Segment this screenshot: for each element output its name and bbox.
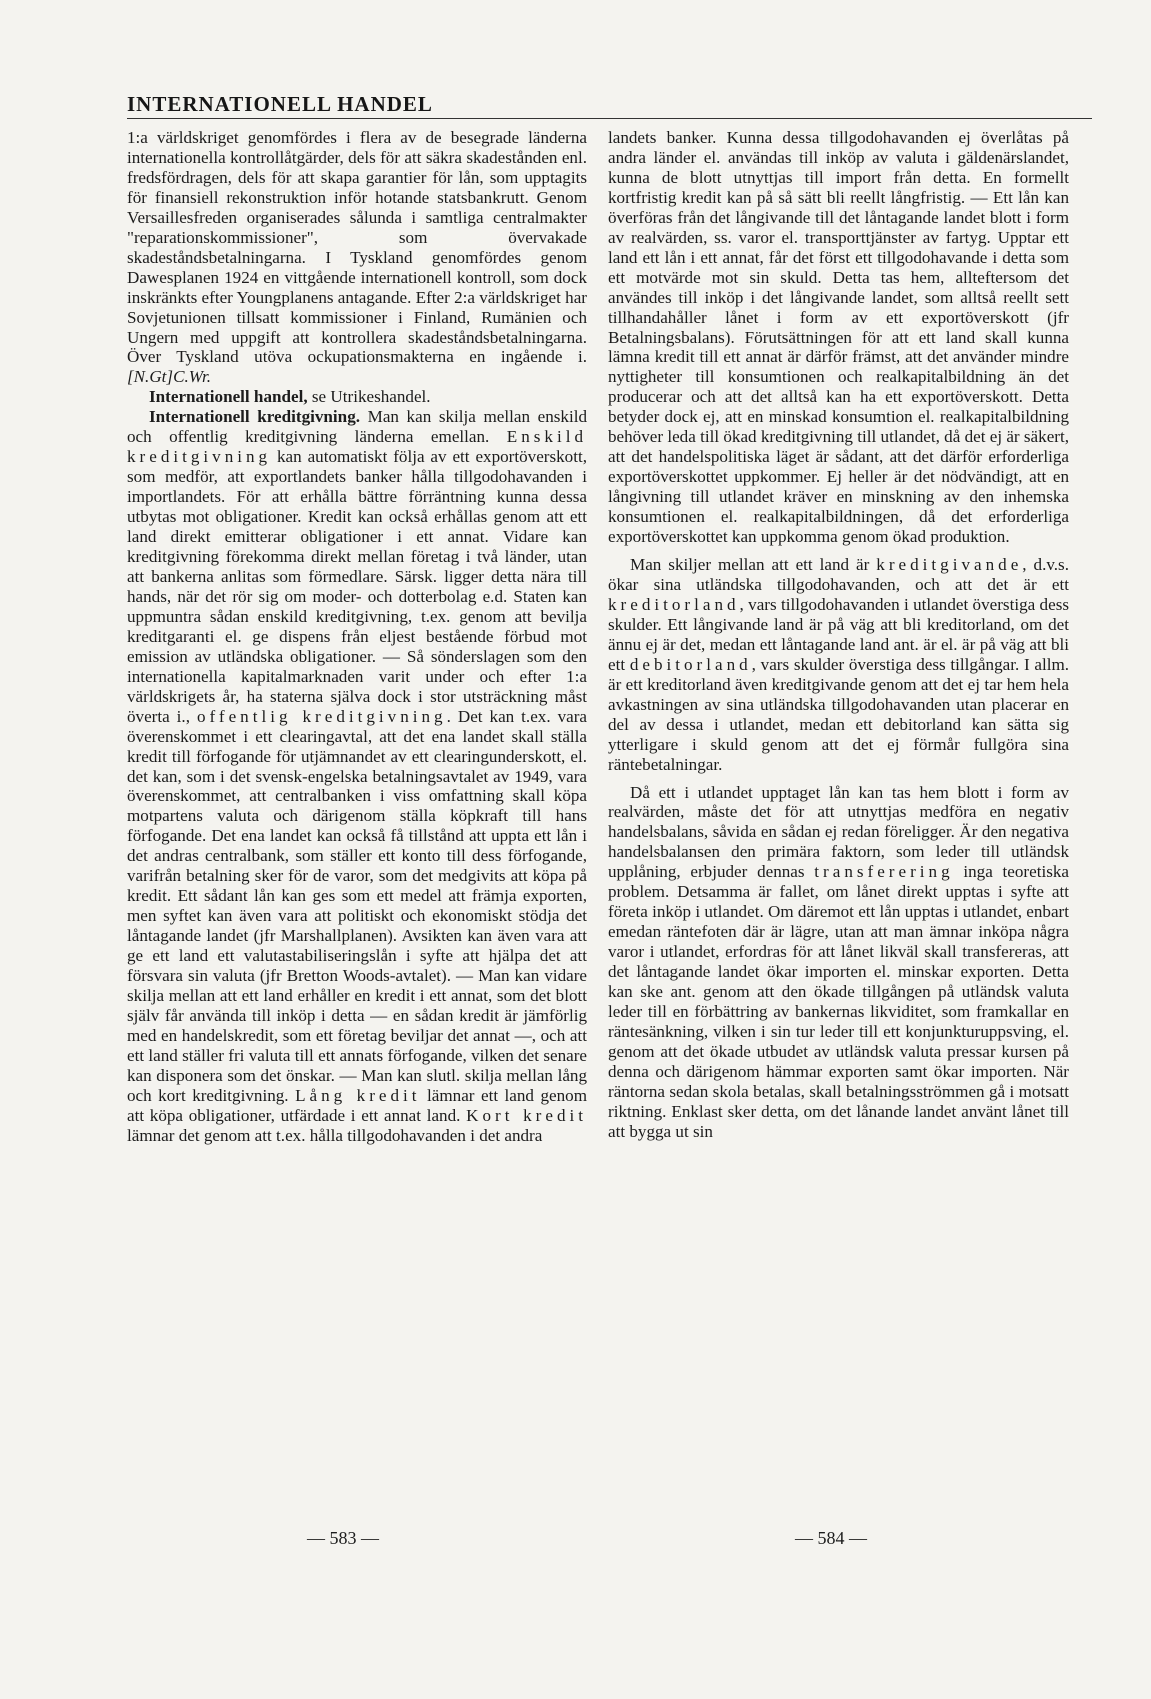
page-number-right: — 584 — (795, 1528, 867, 1548)
spaced-term: Kort kredit (466, 1105, 588, 1125)
entry-headword: Internationell handel, (149, 387, 308, 407)
author-signature: [N.Gt]C.Wr. (127, 367, 212, 387)
entry-headword: Internationell kreditgivning. (149, 407, 361, 427)
paragraph-text: , vars skulder överstiga dess tillgångar. I allm. är ett kreditorland även kreditgivande genom att det ej tar hem hela avkastningen av sina utländska tillgodohavanden utan placerar en del av dessa i utlandet, medan ett debitorland kan sätta sig ytterligare i skuld genom att det ej förmår fullgöra sina räntebetalningar. (608, 654, 1070, 774)
paragraph-continuation (127, 128, 587, 387)
paragraph-text: Man skiljer mellan att ett land är (630, 555, 877, 575)
paragraph-text: , d.v.s. ökar sina utländska tillgodohavanden, och att det är ett (608, 555, 1069, 594)
page-number-left: — 583 — (307, 1528, 379, 1548)
header-rule (127, 118, 1092, 119)
paragraph-text: Då ett i utlandet upptaget lån kan tas hem blott i form av realvärden, måste det för att utnyttjas medföra en negativ handelsbalans, såvida en sådan ej redan föreligger. Är den negativa handelsbalansen den primära faktorn, som leder till utländsk upplåning, erbjuder dennas (608, 782, 1069, 882)
entry-text: . Det kan t.ex. vara överenskommet i ett clearingavtal, att det ena landet skall ställa kredit till förfogande för utjämnandet av ett clearingunderskott, el. det kan, som i det svensk-engelska betalningsavtalet av 1949, vara överenskommet, att centralbanken i viss omfattning skall köpa motpartens valuta och därigenom ställa köpkraft till hans förfogande. Det ena landet kan också få tillstånd att uppta ett lån i det andras centralbank, som ställer ett konto till dess förfogande, varifrån betalning sker för de varor, som det medgivits att köpa på kredit. Ett sådant lån kan ges som ett medel att främja exporten, men syftet kan även vara att politiskt och ekonomiskt stödja det låntagande landet (jfr Marshallplanen). Avsikten kan även vara att ge ett land ett valutastabiliseringslån i syfte att hjälpa det att försvara sin valuta (jfr Bretton Woods-avtalet). — Man kan vidare skilja mellan att ett land erhåller en kredit i ett annat, som det blott själv får använda till inköp i detta — en sådan kredit är jämförlig med en handelskredit, som ett företag beviljar det annat —, och att ett land ställer fri valuta till ett annats förfogande, vilken det senare kan disponera som det önskar. — Man kan slutl. skilja mellan lång och kort kreditgivning. (127, 706, 587, 1105)
left-column (127, 128, 587, 1146)
entry-internationell-kreditgivning (127, 407, 587, 1145)
spaced-term: debitorland (629, 654, 752, 674)
spaced-term: kreditorland (608, 594, 740, 614)
entry-text: se Utrikeshandel. (307, 387, 431, 407)
paragraph (608, 555, 1069, 774)
entry-text: kan automatiskt följa av ett exportöverskott, som medför, att exportlandets banker hålla tillgodohavanden i importlandets. För att erhålla bättre förräntning kunna dessa utbytas mot obligationer. Kredit kan också erhållas genom att ett land direkt emitterar obligationer i ett annat. Vidare kan kreditgivning förekomma direkt mellan företag i två länder, utan att bankerna anlitas som förmedlare. Särsk. ligger detta nära till hands, när det rör sig om moder- och dotterbolag e.d. Staten kan uppmuntra sådan enskild kreditgivning, t.ex. genom att bevilja kreditgaranti el. ge dispens från eljest bestående förbud mot emission av utländska obligationer. — Så sönderslagen som den internationella kapitalmarknaden varit under och efter 1:a världskrigets år, ha staterna själva dock i stor utsträckning måst överta i., (127, 447, 587, 726)
spaced-term: kreditgivande (876, 555, 1023, 575)
entry-internationell-handel (127, 387, 587, 407)
spaced-term: Lång kredit (295, 1085, 421, 1105)
entry-text: lämnar det genom att t.ex. hålla tillgodohavanden i det andra (127, 1125, 543, 1145)
paragraph-text: 1:a världskriget genomfördes i flera av de besegrade länderna internationella kontrollåtgärder, dels för att säkra skadestånden enl. fredsfördragen, dels för att skapa garantier för lån, som upptagits för finansiell rekonstruktion inför hotande statsbankrutt. Genom Versaillesfreden organiserades sålunda i samtliga centralmakter "reparationskommissioner", som övervakade skadeståndsbetalningarna. I Tyskland genomfördes genom Dawesplanen 1924 en vittgående internationell kontroll, som dock inskränkts efter Youngplanens antagande. Efter 2:a världskriget har Sovjetunionen tillsatt kommissioner i Finland, Rumänien och Ungern med uppgift att kontrollera skadeståndsbetalningarna. Över Tyskland utöva ockupationsmakterna en ingående i. (127, 128, 587, 367)
paragraph-continuation: landets banker. Kunna dessa tillgodohavanden ej överlåtas på andra länder el. användas till inköp av valuta i gäldenärslandet, kunna de blott utnyttjas till import från detta. En formellt kortfristig kredit kan på så sätt bli reellt långfristig. — Ett lån kan överföras från det långivande till det låntagande landet blott i form av realvärden, ss. varor el. transporttjänster av fartyg. Upptar ett land ett lån i ett annat, får det först ett tillgodohavande i detta som ett motvärde mot sin skuld. Detta tas hem, allteftersom det användes till inköp i det långivande landet, som alltså reellt sett tillhandahåller lånet i form av ett exportöverskott (jfr Betalningsbalans). Förutsättningen för att ett land skall kunna lämna kredit till ett annat är därför främst, att det använder mindre nyttigheter till konsumtionen och realkapitalbildning än det producerar och att det alltså kan ha ett exportöverskott. Detta betyder dock ej, att en minskad konsumtion el. realkapitalbildning behöver leda till ökad kreditgivning till utlandet, då det ej är säkert, att det handelspolitiska läget är sådant, att det därför erforderliga exportöverskottet uppkommer. Ej heller är det nödvändigt, att en långivning till utlandet kräver en minskning av den inhemska konsumtionen el. realkapitalbildningen, då det erforderliga exportöverskottet kan uppkomma genom ökad produktion. (608, 128, 1069, 547)
spaced-term: offentlig kreditgivning (196, 706, 447, 726)
paragraph-text: , vars tillgodohavanden i utlandet överstiga dess skulder. Ett långivande land är på väg att bli kreditorland, om det ännu ej är det, medan ett låntagande land ant. är el. är på väg att bli ett (608, 594, 1069, 674)
right-column (608, 128, 1069, 1142)
paragraph-text: inga teoretiska problem. Detsamma är fallet, om lånet direkt upptas i syfte att företa inköp i utlandet. Om däremot ett lån upptas i utlandet, enbart emedan räntefoten där är lägre, utan att man ämnar inköpa några varor i utlandet, erfordras för att lånet likväl skall transfereras, att det låntagande landet ökar importen el. minskar exporten. Detta kan ske ant. genom att den ökade tillgången på utländsk valuta leder till en förbättring av bankernas likviditet, som framkallar en räntesänkning, vilken i sin tur leder till ett konjunkturuppsving, el. genom att det ökade utbudet av utländsk valuta pressar kursen på denna och därigenom hämmar exporten samt ökar importen. När räntorna sedan skola betalas, skall betalningsströmmen gå i motsatt riktning. Enklast sker detta, om det lånande landet använt lånet till att bygga ut sin (608, 862, 1069, 1141)
entry-text: Man kan skilja mellan enskild och offentlig kreditgivning länderna emellan. (127, 407, 587, 447)
running-head: INTERNATIONELL HANDEL (127, 92, 433, 116)
entry-text: lämnar ett land genom att köpa obligationer, utfärdade i ett annat land. (127, 1085, 587, 1125)
spaced-term: transferering (814, 862, 954, 882)
spaced-term: Enskild kreditgivning (127, 427, 587, 467)
paragraph (608, 783, 1069, 1142)
